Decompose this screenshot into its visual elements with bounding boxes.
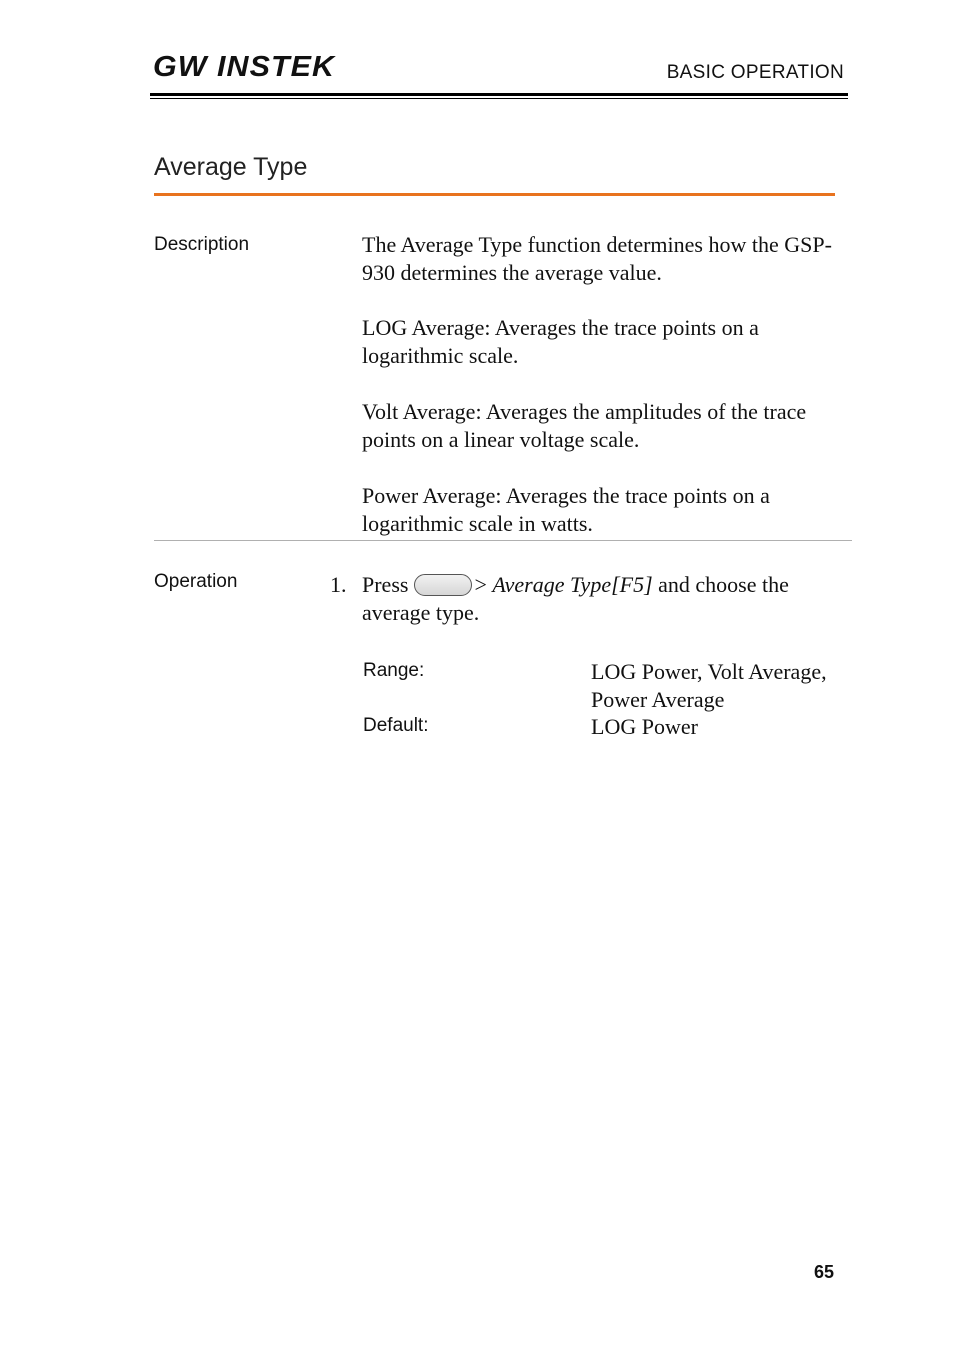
log-average-paragraph: LOG Average: Averages the trace points on a logarithmic scale. xyxy=(362,315,759,368)
step-press-text: Press xyxy=(362,572,409,597)
default-label: Default: xyxy=(363,715,429,736)
operation-label: Operation xyxy=(154,571,238,592)
description-label: Description xyxy=(154,234,250,255)
range-label: Range: xyxy=(363,660,425,681)
menu-reference: Average Type[F5] xyxy=(492,572,653,597)
page-number: 65 xyxy=(813,1262,834,1282)
step-arrow: > xyxy=(474,572,487,597)
description-paragraph: The Average Type function determines how the GSP-930 determines the average value. xyxy=(362,232,832,285)
header-rule xyxy=(150,93,848,96)
section-divider xyxy=(154,540,852,541)
volt-average-paragraph: Volt Average: Averages the amplitudes of the trace points on a linear voltage scale. xyxy=(362,399,807,452)
front-panel-key-icon xyxy=(414,574,472,596)
section-label: BASIC OPERATION xyxy=(666,62,844,83)
step-number: 1. xyxy=(330,572,347,597)
step-rest-text: and choose the average type. xyxy=(362,572,789,625)
header-rule-thin xyxy=(150,98,848,99)
step-text xyxy=(362,571,852,627)
range-value: LOG Power, Volt Average, Power Average xyxy=(591,659,827,712)
title-underline xyxy=(154,193,835,196)
page-title: Average Type xyxy=(154,153,308,181)
default-value: LOG Power xyxy=(591,714,698,739)
brand-logo: GW INSTEK xyxy=(153,51,336,83)
power-average-paragraph: Power Average: Averages the trace points on a logarithmic scale in watts. xyxy=(362,483,770,536)
